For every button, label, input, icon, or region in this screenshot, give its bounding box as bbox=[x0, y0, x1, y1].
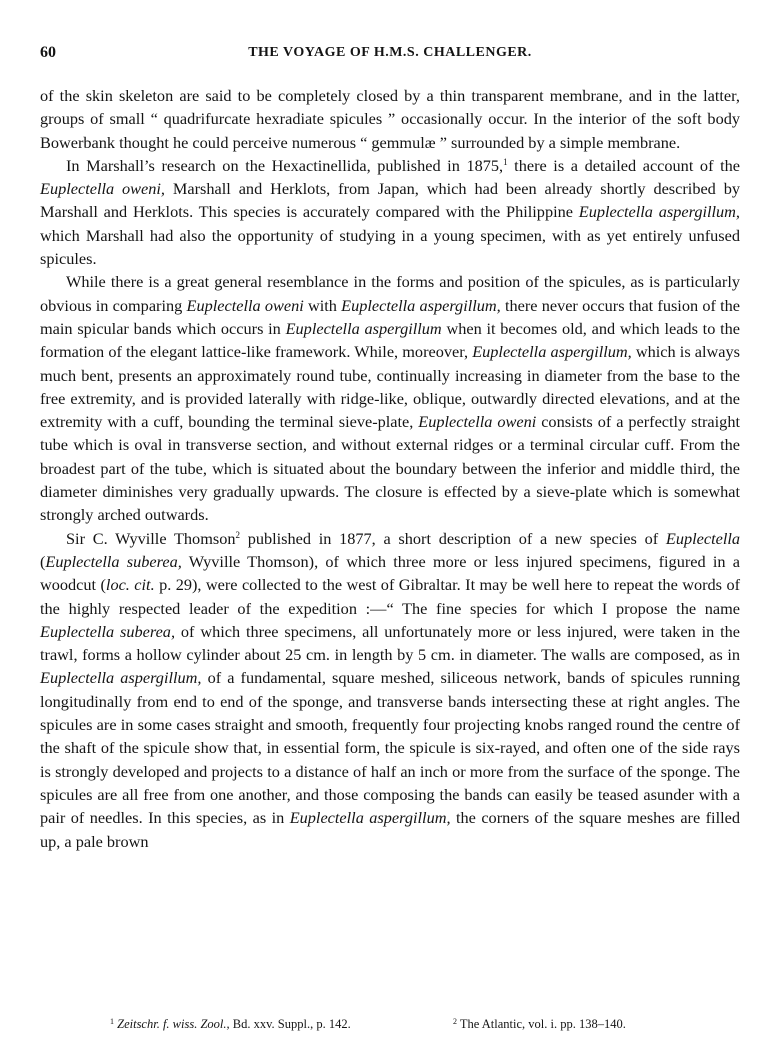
text-run: there never occurs that fusion of the main spicular bands which occurs in bbox=[40, 295, 740, 338]
footnote bbox=[453, 1017, 626, 1032]
italic-text: Zeitschr. f. wiss. Zool., bbox=[117, 1017, 230, 1031]
italic-text: Euplectella aspergillum, bbox=[40, 668, 202, 688]
footnotes bbox=[40, 1017, 740, 1035]
italic-text: Euplectella aspergillum, bbox=[578, 202, 741, 222]
text-run: published in 1877, a short description of a new species of bbox=[239, 528, 666, 548]
text-run: of the skin skeleton are said to be completely closed by a thin transparent membrane, and in the latter, groups of small “ quadrifurcate hexradiate spicules ” occasionally occur. In the interior of the soft body Bowerbank thought he could perceive numerous “ gemmulæ ” surrounded by a simple membrane. bbox=[40, 86, 740, 152]
text-run: Sir C. Wyville Thomson bbox=[66, 528, 236, 548]
text-run: with bbox=[303, 295, 342, 315]
text-run: the corners of the square meshes are filled up, a pale brown bbox=[40, 808, 740, 851]
italic-text: Euplectella aspergillum bbox=[285, 318, 442, 338]
text-run: Bd. xxv. Suppl., p. 142. bbox=[229, 1017, 351, 1031]
paragraph bbox=[40, 154, 740, 270]
italic-text: Euplectella oweni, bbox=[40, 179, 166, 199]
italic-text: Euplectella aspergillum, bbox=[289, 808, 451, 828]
text-run: p. 29), were collected to the west of Gibraltar. It may be well here to repeat the words of the highly respected leader of the expedition :—“ The fine species for which I propose the name bbox=[40, 575, 741, 618]
paragraph bbox=[40, 270, 740, 526]
italic-text: Euplectella aspergillum, bbox=[341, 295, 501, 315]
footnote-number: 1 bbox=[110, 1017, 114, 1026]
text-run: when it becomes old, and which leads to the formation of the elegant lattice-like framework. While, moreover, bbox=[40, 318, 740, 362]
text-run: consists of a perfectly straight tube which is oval in transverse section, and without external ridges or a terminal circular cuff. From the broadest part of the tube, which is situated about the boundary between the inferior and middle third, the diameter diminishes very gradually upwards. The closure is effected by a sieve-plate which is somewhat strongly arched outwards. bbox=[40, 412, 740, 525]
text-run: In Marshall’s research on the Hexactinellida, published in 1875, bbox=[66, 155, 504, 175]
text-run: ( bbox=[40, 551, 46, 571]
paragraph bbox=[40, 84, 740, 154]
text-run: Wyville Thomson), of which three more or less injured specimens, figured in a woodcut ( bbox=[40, 551, 740, 595]
page-header bbox=[40, 44, 740, 66]
footnote-ref: 1 bbox=[503, 156, 508, 167]
text-run: of which three specimens, all unfortunately more or less injured, were taken in the trawl, forms a hollow cylinder about 25 cm. in length by 5 cm. in diameter. The walls are composed, as in bbox=[40, 621, 740, 665]
body-text bbox=[40, 84, 740, 853]
italic-text: Euplectella suberea, bbox=[45, 551, 182, 571]
text-run: of a fundamental, square meshed, siliceous network, bands of spicules running longitudinally from end to end of the sponge, and transverse bands intersecting these at right angles. The spicules are in some cases straight and smooth, frequently four projecting knobs ranged round the centre of the shaft of the spicule show that, in essential form, the spicule is six-rayed, and often one of the side rays is strongly developed and projects to a distance of half an inch or more from the surface of the sponge. The spicules are all free from one another, and those composing the bands can easily be teased asunder with a pair of needles. In this species, as in bbox=[40, 668, 740, 828]
text-run: The Atlantic, vol. i. pp. 138–140. bbox=[459, 1017, 626, 1031]
running-title: THE VOYAGE OF H.M.S. CHALLENGER. bbox=[248, 45, 532, 60]
italic-text: Euplectella suberea, bbox=[40, 621, 176, 641]
text-run: which Marshall had also the opportunity of studying in a young specimen, with as yet entirely unfused spicules. bbox=[40, 225, 740, 269]
footnote bbox=[110, 1017, 351, 1032]
footnote-ref: 2 bbox=[235, 529, 240, 540]
italic-text: Euplectella bbox=[665, 528, 741, 548]
text-run: which is always much bent, presents an approximately round tube, continually increasing in diameter from the base to the free extremity, and is provided laterally with ridge-like, oblique, outwardly directed elevations, and at the extremity with a cuff, bounding the terminal sieve-plate, bbox=[40, 342, 740, 432]
text-run: While there is a great general resemblance in the forms and position of the spicules, as is particularly obvious in comparing bbox=[40, 272, 740, 315]
text-run: there is a detailed account of the bbox=[507, 155, 740, 175]
paragraph bbox=[40, 527, 740, 853]
italic-text: loc. cit. bbox=[105, 575, 155, 595]
italic-text: Euplectella oweni bbox=[418, 412, 537, 432]
text-run: Marshall and Herklots, from Japan, which had been already shortly described by Marshall and Herklots. This species is accurately compared with the Philippine bbox=[40, 179, 741, 222]
italic-text: Euplectella aspergillum, bbox=[472, 342, 632, 362]
footnote-number: 2 bbox=[453, 1017, 457, 1026]
page-number: 60 bbox=[40, 44, 56, 61]
italic-text: Euplectella oweni bbox=[186, 295, 304, 315]
